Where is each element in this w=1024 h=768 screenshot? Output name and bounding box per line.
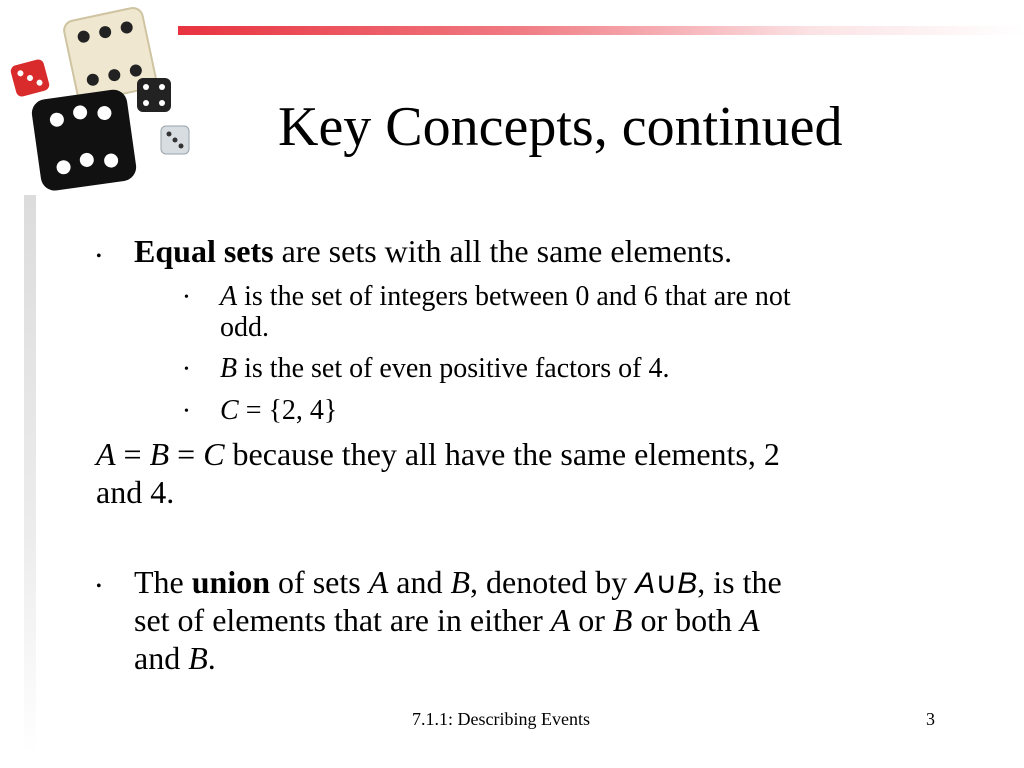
sub-bullet-a-line1: A is the set of integers between 0 and 6 that are not xyxy=(220,281,791,312)
union-term: union xyxy=(191,564,271,600)
slide-title: Key Concepts, continued xyxy=(278,96,843,158)
sub-bullet-b: B is the set of even positive factors of 4. xyxy=(220,353,670,384)
grey-die xyxy=(161,126,189,154)
equality-line1: A = B = C because they all have the same elements, 2 xyxy=(96,436,780,472)
sub-bullet-marker: • xyxy=(184,290,189,305)
bullet-marker: • xyxy=(96,578,102,595)
union-symbol: A∪B xyxy=(635,567,698,600)
union-line3: and B. xyxy=(134,640,216,676)
sub-bullet-a-line2: odd. xyxy=(220,312,269,343)
dice-image xyxy=(0,0,200,200)
large-black-die xyxy=(30,88,138,192)
sub-bullet-c: C = {2, 4} xyxy=(220,395,338,426)
page-number: 3 xyxy=(926,709,935,729)
equality-line2: and 4. xyxy=(96,474,175,510)
equal-sets-term: Equal sets xyxy=(134,233,274,269)
red-die xyxy=(9,58,50,98)
equal-sets-line: Equal sets are sets with all the same elements. xyxy=(134,233,733,269)
sub-bullet-marker: • xyxy=(184,404,189,419)
union-line1: The union of sets A and B, denoted by A∪B, is the xyxy=(134,564,782,600)
sub-bullet-marker: • xyxy=(184,362,189,377)
small-black-die xyxy=(137,78,171,112)
footer-section-title: 7.1.1: Describing Events xyxy=(412,709,590,729)
left-accent-bar xyxy=(24,195,36,755)
bullet-marker: • xyxy=(96,248,102,265)
title-accent-bar xyxy=(178,26,1024,35)
union-line2: set of elements that are in either A or B or both A xyxy=(134,602,760,638)
